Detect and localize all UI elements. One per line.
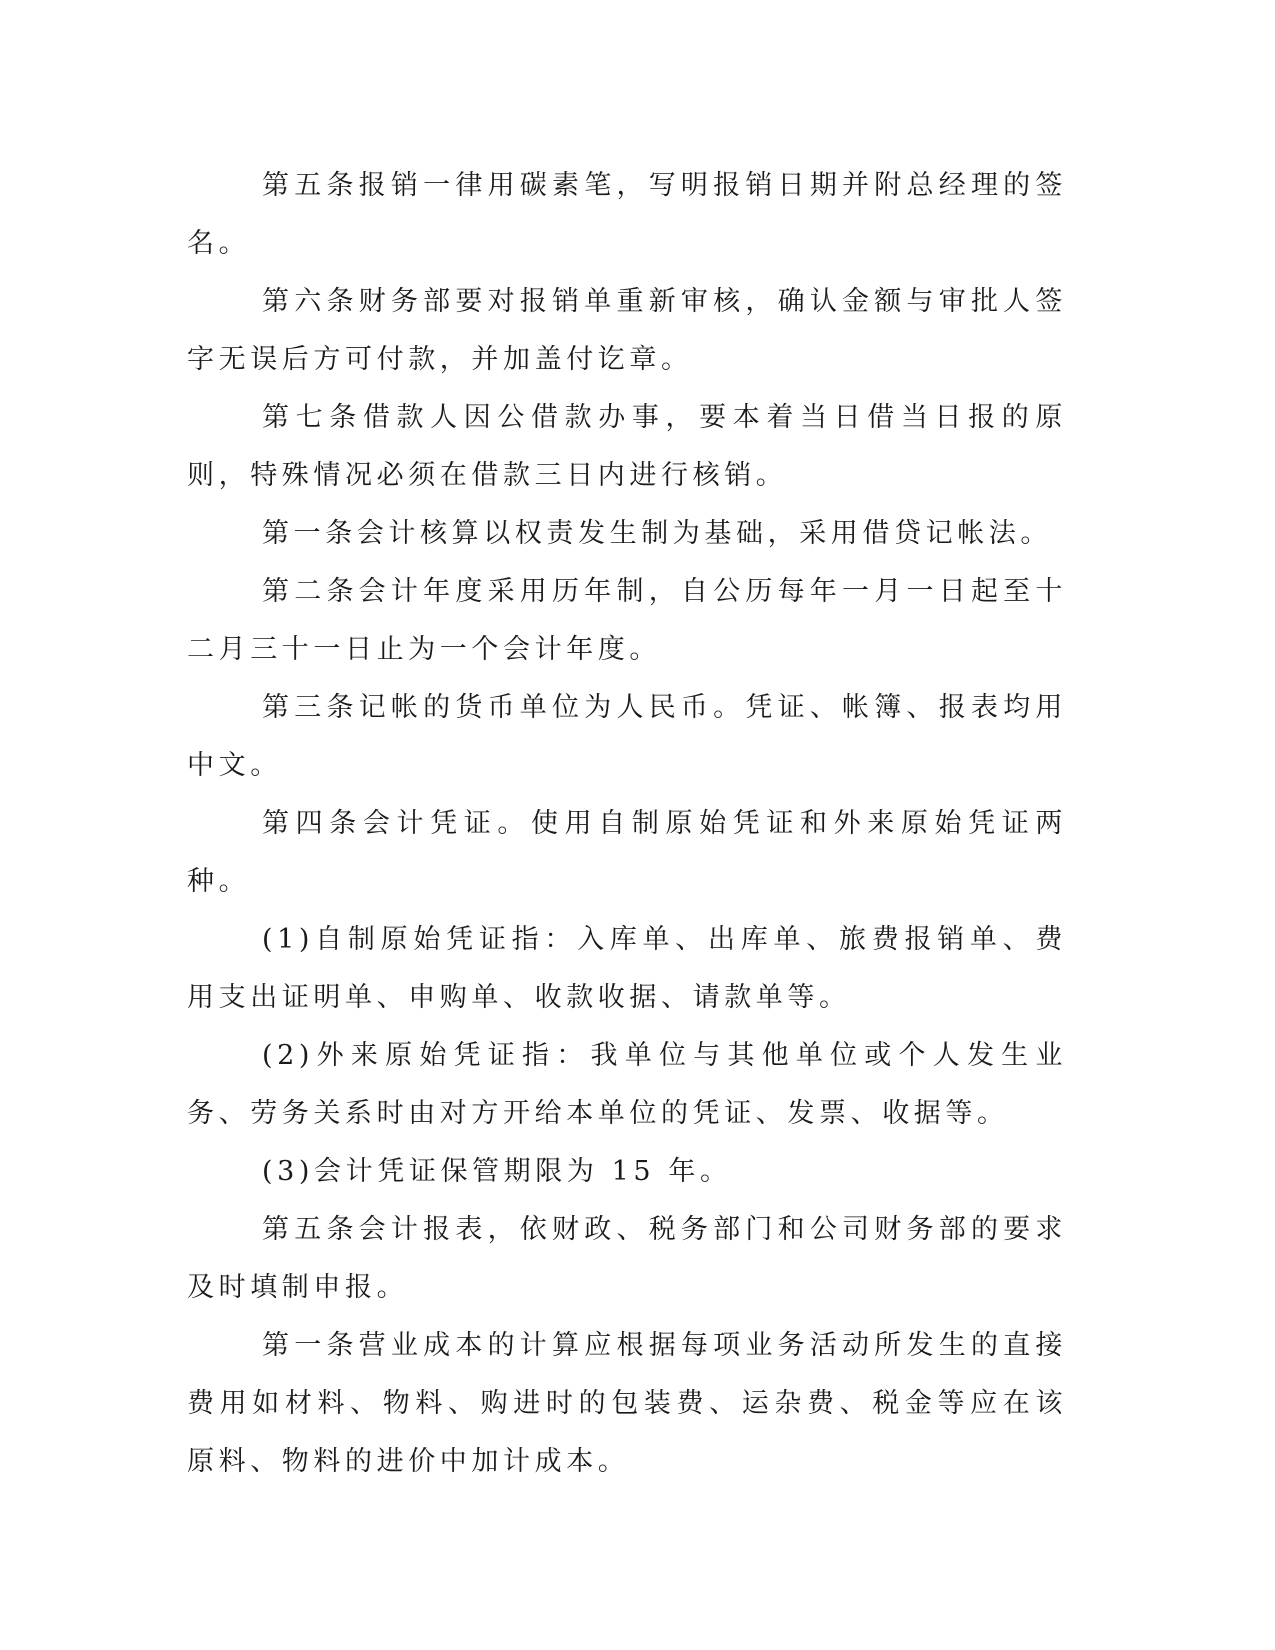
document-body <box>187 157 1067 1491</box>
paragraph-loan-writeoff: 第七条借款人因公借款办事，要本着当日借当日报的原则，特殊情况必须在借款三日内进行核销。 <box>187 402 1067 491</box>
paragraph-accrual-basis: 第一条会计核算以权责发生制为基础，采用借贷记帐法。 <box>262 518 1052 549</box>
paragraph-external-vouchers: (2)外来原始凭证指：我单位与其他单位或个人发生业务、劳务关系时由对方开给本单位的凭证、发票、收据等。 <box>187 1040 1067 1129</box>
paragraph-reimbursement-review: 第六条财务部要对报销单重新审核，确认金额与审批人签字无误后方可付款，并加盖付讫章。 <box>187 286 1067 375</box>
paragraph-accounting-reports: 第五条会计报表，依财政、税务部门和公司财务部的要求及时填制申报。 <box>187 1214 1067 1303</box>
paragraph-voucher-retention: (3)会计凭证保管期限为 15 年。 <box>262 1156 732 1187</box>
paragraph-operating-cost: 第一条营业成本的计算应根据每项业务活动所发生的直接费用如材料、物料、购进时的包装费、运杂费、税金等应在该原料、物料的进价中加计成本。 <box>187 1330 1067 1477</box>
paragraph-reimbursement-pen: 第五条报销一律用碳素笔，写明报销日期并附总经理的签名。 <box>187 170 1067 259</box>
paragraph-vouchers: 第四条会计凭证。使用自制原始凭证和外来原始凭证两种。 <box>187 808 1067 897</box>
paragraph-internal-vouchers: (1)自制原始凭证指：入库单、出库单、旅费报销单、费用支出证明单、申购单、收款收据、请款单等。 <box>187 924 1067 1013</box>
paragraph-fiscal-year: 第二条会计年度采用历年制，自公历每年一月一日起至十二月三十一日止为一个会计年度。 <box>187 576 1067 665</box>
paragraph-currency-unit: 第三条记帐的货币单位为人民币。凭证、帐簿、报表均用中文。 <box>187 692 1067 781</box>
